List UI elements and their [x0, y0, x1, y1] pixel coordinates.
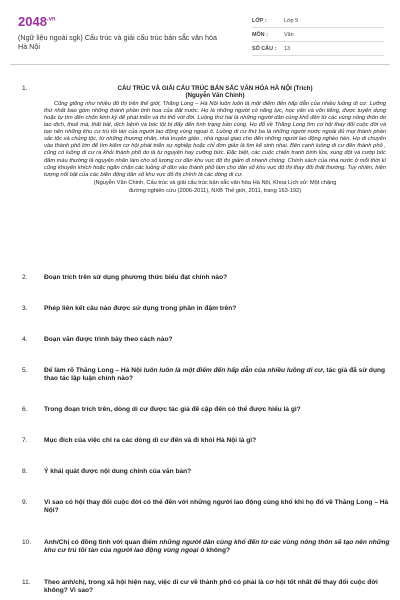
site-logo[interactable] [18, 14, 56, 29]
meta-row-subject [252, 28, 384, 42]
question-number: 10. [22, 539, 32, 546]
meta-value: Văn [284, 31, 294, 38]
question-text: Theo anh/chị, trong xã hội hiện nay, việc di cư về thành phố có phải là cơ hội tốt nhất để thay đổi cuộc đời không? Vì sao? [44, 579, 378, 595]
question-text: Ý khái quát được nội dung chính của văn bản? [44, 468, 192, 475]
header-divider [10, 64, 390, 65]
passage-author: (Nguyễn Văn Chinh) [185, 92, 245, 100]
question-text-part: không? [204, 547, 231, 555]
question-text: Đoạn văn được trình bày theo cách nào? [44, 336, 173, 343]
passage-title: CẤU TRÚC VÀ GIẢI CẤU TRÚC BẢN SẮC VĂN HÓA HÀ NỘI (Trích) [117, 85, 313, 92]
question-number: 3. [22, 305, 28, 312]
meta-value: Lớp 9 [284, 17, 299, 24]
question-text: Phép liên kết câu nào được sử dụng trong phần in đậm trên? [44, 305, 237, 312]
question-number: 2. [22, 274, 28, 281]
logo-text: 2048 [18, 14, 47, 29]
document-title: (Ngữ liệu ngoài sgk) Cấu trúc và giải cấu trúc bản sắc văn hóa Hà Nội [18, 33, 217, 51]
document-header [0, 0, 400, 62]
meta-row-count [252, 42, 384, 56]
question-quote: những người dân cùng khổ đến từ các vùng nông thôn sẽ tạo nên những khu cư trú tồi tàn của người lao động vùng ngoại ô [44, 539, 390, 555]
logo-suffix: .vn [46, 16, 56, 23]
question-number: 6. [22, 406, 28, 413]
question-text-part: Để làm rõ Thăng Long – Hà Nội [44, 367, 144, 374]
question-text: Vì sao có hội thay đổi cuộc đời có thể đến với những người lao động cùng khổ khi họ đổ về Thăng Long – Hà Nội? [44, 499, 389, 515]
meta-table [252, 14, 384, 56]
meta-row-class [252, 14, 384, 28]
question-number: 11. [22, 579, 31, 586]
question-number: 9. [22, 499, 28, 506]
question-number: 7. [22, 437, 28, 444]
question-text [44, 539, 396, 556]
question-quote: luôn luôn là một điểm đến hấp dẫn của nhiều luồng di cư [143, 367, 323, 374]
question-text: Trong đoạn trích trên, dòng di cư được tác giả đề cập đến có thể được hiểu là gì? [44, 406, 301, 413]
question-text-part: Anh/Chị có đồng tình với quan điểm [44, 539, 160, 546]
question-text: Đoạn trích trên sử dụng phương thức biểu đạt chính nào? [44, 274, 228, 281]
meta-key: LỚP : [252, 17, 267, 24]
passage-body: Cũng giống như nhiều đô thị trên thế giới, Thăng Long – Hà Nội luôn luôn là một điểm đến hấp dẫn của nhiều luồng di cư. Lưỡng thứ nhất bao gồm những thành phần tinh hoa của đất nước. Họ là những người có năng lực, học vấn và vốn liếng, được tuyển dụng hoặc tự tìm đến chốn kinh kỳ để phát triển và thi thố với đời. Luồng thứ hai là những người dân cùng khổ đến từ các vùng nông thôn do lao dịch, thuế má, thất bát, dịch bệnh và bóc lột bị đẩy đến tình trạng bần cùng. Họ đổ về Thăng Long tìm cơ hội thay đổi cuộc đời và tạo nên những khu cư trú tồi tàn của người lao động vùng ngoại ô. Luồng di cư thứ ba là những người nước ngoài đủ mọi thành phần sắc tộc và chủng tộc, từ những thương nhân, nhà truyền giáo , nhà ngoại giao cho đến những người lao động nghèo hèn. Họ di chuyển vào thành phố lớn để tìm kiếm cơ hội phát triển sự nghiệp hoặc chỉ đơn giản là tìm kế sinh nhai. Bên cạnh luồng di cư đến thành phố , cũng có luồng di cư ra khỏi thành phố do là tự nguyện hay cưỡng bức. Đặc biệt, các cuộc chiến tranh binh lửa, xung đột và cướp bóc đẩm máu thường là nguyên nhân làm cho số lượng cư dân khu vực đô thị giảm đi nhanh chóng. Chính sách của nhà nước ở mỗi thời kì cũng khuyến khích hoặc ngăn chặn các luồng di dân vào thành phố làm cho dân số khu vực đô thị thay đổi thất thường. Tuy nhiên, hiện tượng nổi bật của các biến động dân số khu vực đô thị chính là các dòng di cư. [44, 100, 386, 178]
question-text [44, 367, 396, 384]
question-number: 4. [22, 336, 28, 343]
question-number: 1. [22, 85, 28, 92]
passage-source: (Nguyễn Văn Chinh, Cấu trúc và giải cấu trúc bản sắc văn hóa Hà Nội, Khoa Lịch sử: Một chặng [93, 179, 337, 186]
question-text-part: , tác giả đã sử dụng thao tác lập luận chính nào? [44, 367, 386, 383]
question-number: 5. [22, 367, 28, 374]
reading-passage [44, 85, 386, 195]
meta-key: SỐ CÂU : [252, 45, 277, 52]
question-number: 8. [22, 468, 28, 475]
meta-key: MÔN : [252, 31, 268, 38]
passage-source-cont: đường nghiên cứu (2006-2011), NXB Thế giới, 2011, trang 163-192) [128, 187, 302, 194]
meta-value: 13 [284, 45, 290, 52]
question-text: Mục đích của việc chỉ ra các dòng di cư đến và đi khỏi Hà Nội là gì? [44, 437, 257, 444]
